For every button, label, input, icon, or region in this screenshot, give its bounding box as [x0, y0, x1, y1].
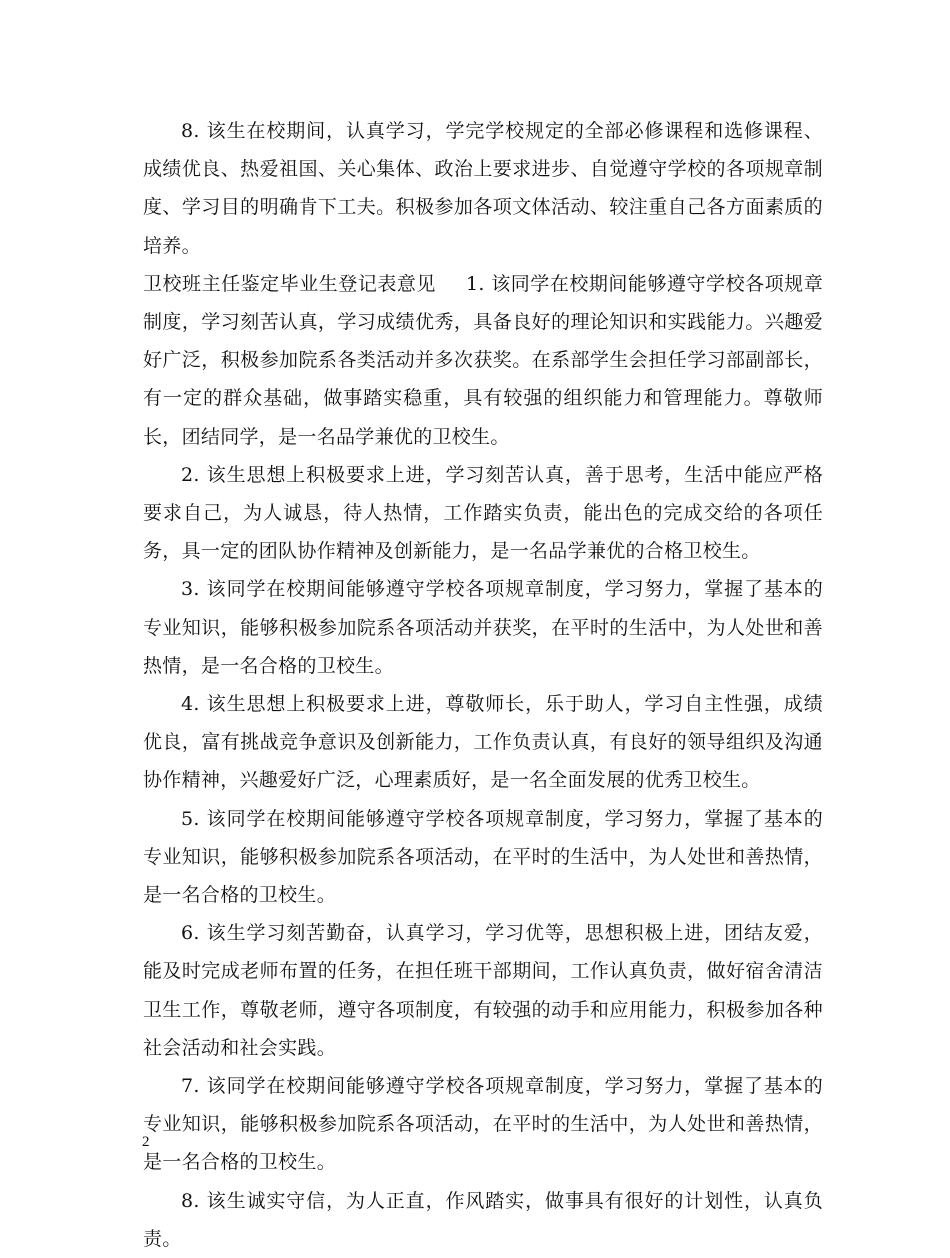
paragraph-2: 2. 该生思想上积极要求上进，学习刻苦认真，善于思考，生活中能应严格要求自己，为人诚恳，待人热情，工作踏实负责，能出色的完成交给的各项任务，具一定的团队协作精神及创新能力，是一名品学兼优的合格卫校生。	[143, 463, 823, 563]
paragraph-7: 7. 该同学在校期间能够遵守学校各项规章制度，学习努力，掌握了基本的专业知识，能够积极参加院系各项活动，在平时的生活中，为人处世和善热情，是一名合格的卫校生。	[143, 1075, 823, 1174]
section-title: 卫校班主任鉴定毕业生登记表意见	[143, 272, 436, 295]
paragraph-4: 4. 该生思想上积极要求上进，尊敬师长，乐于助人，学习自主性强，成绩优良，富有挑战竞争意识及创新能力，工作负责认真，有良好的领导组织及沟通协作精神，兴趣爱好广泛，心理素质好，是一名全面发展的优秀卫校生。	[143, 693, 823, 792]
paragraph-5: 5. 该同学在校期间能够遵守学校各项规章制度，学习努力，掌握了基本的专业知识，能够积极参加院系各项活动，在平时的生活中，为人处世和善热情，是一名合格的卫校生。	[143, 807, 823, 907]
paragraph-3: 3. 该同学在校期间能够遵守学校各项规章制度，学习努力，掌握了基本的专业知识，能够积极参加院系各项活动并获奖，在平时的生活中，为人处世和善热情，是一名合格的卫校生。	[143, 578, 823, 677]
page-number: 2	[142, 1134, 150, 1150]
paragraph-6: 6. 该生学习刻苦勤奋，认真学习，学习优等，思想积极上进，团结友爱，能及时完成老师布置的任务，在担任班干部期间，工作认真负责，做好宿舍清洁卫生工作，尊敬老师，遵守各项制度，有较强的动手和应用能力，积极参加各种社会活动和社会实践。	[143, 922, 823, 1059]
document-body	[143, 112, 823, 1258]
paragraph-1-text: 1. 该同学在校期间能够遵守学校各项规章制度，学习刻苦认真，学习成绩优秀，具备良好的理论知识和实践能力。兴趣爱好广泛，积极参加院系各类活动并多次获奖。在系部学生会担任学习部副部长，有一定的群众基础，做事踏实稳重，具有较强的组织能力和管理能力。尊敬师长，团结同学，是一名品学兼优的卫校生。	[143, 272, 823, 448]
paragraph-heading-1	[143, 265, 823, 456]
paragraph-8-last: 8. 该生诚实守信，为人正直，作风踏实，做事具有很好的计划性，认真负责。	[143, 1189, 823, 1250]
paragraph-8-first: 8. 该生在校期间，认真学习，学完学校规定的全部必修课程和选修课程、成绩优良、热爱祖国、关心集体、政治上要求进步、自觉遵守学校的各项规章制度、学习目的明确肯下工夫。积极参加各项文体活动、较注重自己各方面素质的培养。	[143, 120, 823, 257]
